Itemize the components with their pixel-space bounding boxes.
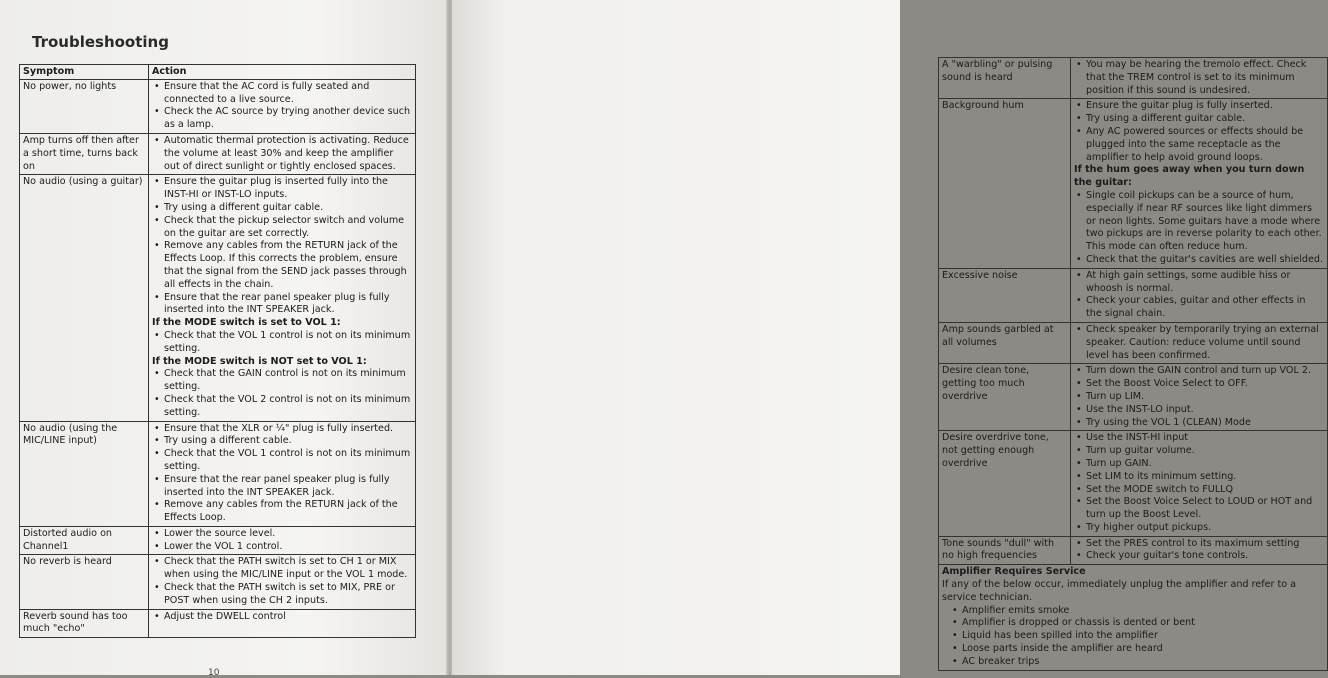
action-item: • Check that the VOL 2 control is not on its minimum setting. <box>164 394 411 420</box>
action-item: • Check that the pickup selector switch and volume on the guitar are set correctly. <box>164 215 411 241</box>
action-item: • Try using a different guitar cable. <box>1086 113 1323 126</box>
action-cell <box>1071 322 1328 363</box>
action-cell <box>149 175 416 421</box>
action-list <box>1074 100 1323 164</box>
action-item: • Ensure that the rear panel speaker plug is fully inserted into the INT SPEAKER jack. <box>164 474 411 500</box>
table-row <box>20 555 416 609</box>
action-cell <box>149 555 416 609</box>
action-item: • Use the INST-LO input. <box>1086 404 1323 417</box>
action-cell <box>1071 536 1328 565</box>
service-item: • Amplifier is dropped or chassis is dented or bent <box>962 617 1323 630</box>
service-row <box>939 565 1328 670</box>
action-item: • Check that the GAIN control is not on its minimum setting. <box>164 368 411 394</box>
action-list <box>1074 365 1323 429</box>
action-cell <box>149 609 416 638</box>
symptom-cell: Desire clean tone, getting too much overdrive <box>939 364 1071 431</box>
table-row <box>939 268 1328 322</box>
action-item: • Ensure that the AC cord is fully seated and connected to a live source. <box>164 81 411 107</box>
action-item: • Single coil pickups can be a source of hum, especially if near RF sources like light dimmers or neon lights. Some guitars have a mode where two pickups are in reverse polarity to each other. This mode can often reduce hum. <box>1086 190 1323 254</box>
action-list <box>152 611 411 624</box>
action-list <box>152 330 411 356</box>
action-list <box>152 556 411 607</box>
action-cell <box>1071 364 1328 431</box>
action-cell <box>1071 58 1328 99</box>
service-item: • AC breaker trips <box>962 656 1323 669</box>
table-row <box>20 609 416 638</box>
action-item: • Turn down the GAIN control and turn up VOL 2. <box>1086 365 1323 378</box>
symptom-cell: No reverb is heard <box>20 555 149 609</box>
action-list <box>152 423 411 525</box>
table-row <box>20 526 416 555</box>
action-item: • Check your cables, guitar and other effects in the signal chain. <box>1086 295 1323 321</box>
action-item: • Remove any cables from the RETURN jack of the Effects Loop. <box>164 499 411 525</box>
action-item: • Check the AC source by trying another device such as a lamp. <box>164 106 411 132</box>
action-item: • Any AC powered sources or effects should be plugged into the same receptacle as the amplifier to help avoid ground loops. <box>1086 126 1323 164</box>
service-list <box>942 605 1323 669</box>
action-item: • Set LIM to its minimum setting. <box>1086 471 1323 484</box>
table-row <box>20 421 416 526</box>
table-row <box>20 79 416 133</box>
symptom-cell: A "warbling" or pulsing sound is heard <box>939 58 1071 99</box>
action-list <box>152 368 411 419</box>
action-item: • Ensure that the rear panel speaker plug is fully inserted into the INT SPEAKER jack. <box>164 292 411 318</box>
table-header-row <box>20 65 416 80</box>
condition-heading: If the MODE switch is NOT set to VOL 1: <box>152 355 367 367</box>
action-item: • Try using the VOL 1 (CLEAN) Mode <box>1086 417 1323 430</box>
action-cell <box>1071 268 1328 322</box>
symptom-cell: Tone sounds "dull" with no high frequencies <box>939 536 1071 565</box>
action-list <box>152 528 411 554</box>
table-row <box>939 58 1328 99</box>
symptom-cell: Amp turns off then after a short time, turns back on <box>20 133 149 174</box>
action-item: • Check that the VOL 1 control is not on its minimum setting. <box>164 330 411 356</box>
action-item: • Set the Boost Voice Select to OFF. <box>1086 378 1323 391</box>
troubleshooting-table-right <box>938 57 1328 671</box>
symptom-cell: Excessive noise <box>939 268 1071 322</box>
table-body-left <box>20 79 416 637</box>
action-list <box>1074 324 1323 362</box>
action-item: • Try using a different cable. <box>164 435 411 448</box>
right-page <box>452 0 1324 675</box>
action-item: • Check that the VOL 1 control is not on its minimum setting. <box>164 448 411 474</box>
table-body-right <box>939 58 1328 565</box>
service-cell <box>939 565 1328 670</box>
condition-heading: If the hum goes away when you turn down the guitar: <box>1074 164 1305 189</box>
troubleshooting-table-left <box>19 64 416 638</box>
action-item: • Use the INST-HI input <box>1086 432 1323 445</box>
symptom-cell: No audio (using a guitar) <box>20 175 149 421</box>
symptom-cell: Background hum <box>939 99 1071 268</box>
action-item: • Ensure that the XLR or ¼" plug is fully inserted. <box>164 423 411 436</box>
page-number: 10 <box>208 668 220 678</box>
action-list <box>152 81 411 132</box>
action-list <box>1074 190 1323 267</box>
action-cell <box>149 421 416 526</box>
action-item: • You may be hearing the tremolo effect. Check that the TREM control is set to its minimum position if this sound is undesired. <box>1086 59 1323 97</box>
action-list <box>152 135 411 173</box>
action-item: • Set the PRES control to its maximum setting <box>1086 538 1323 551</box>
symptom-header: Symptom <box>20 65 149 80</box>
action-cell <box>149 79 416 133</box>
page-title: Troubleshooting <box>32 33 169 51</box>
action-item: • Ensure the guitar plug is fully inserted. <box>1086 100 1323 113</box>
action-item: • Lower the source level. <box>164 528 411 541</box>
action-item: • Check that the guitar's cavities are well shielded. <box>1086 254 1323 267</box>
action-cell <box>1071 431 1328 536</box>
service-intro: If any of the below occur, immediately unplug the amplifier and refer to a service technician. <box>942 579 1297 603</box>
action-cell <box>149 133 416 174</box>
symptom-cell: No power, no lights <box>20 79 149 133</box>
action-list <box>1074 59 1323 97</box>
symptom-cell: Distorted audio on Channel1 <box>20 526 149 555</box>
symptom-cell: No audio (using the MIC/LINE input) <box>20 421 149 526</box>
action-list <box>1074 432 1323 534</box>
action-item: • Automatic thermal protection is activating. Reduce the volume at least 30% and keep the amplifier out of direct sunlight or tightly enclosed spaces. <box>164 135 411 173</box>
action-list <box>1074 270 1323 321</box>
table-row <box>20 133 416 174</box>
action-item: • Remove any cables from the RETURN jack of the Effects Loop. If this corrects the problem, ensure that the signal from the SEND jack passes through all effects in the chain. <box>164 240 411 291</box>
table-row <box>939 536 1328 565</box>
action-item: • Check that the PATH switch is set to MIX, PRE or POST when using the CH 2 inputs. <box>164 582 411 608</box>
action-item: • Turn up LIM. <box>1086 391 1323 404</box>
action-list <box>1074 538 1323 564</box>
action-item: • Check that the PATH switch is set to CH 1 or MIX when using the MIC/LINE input or the VOL 1 mode. <box>164 556 411 582</box>
service-title: Amplifier Requires Service <box>942 566 1086 578</box>
action-list <box>152 176 411 317</box>
symptom-cell: Desire overdrive tone, not getting enough overdrive <box>939 431 1071 536</box>
action-item: • Turn up GAIN. <box>1086 458 1323 471</box>
table-row <box>939 364 1328 431</box>
action-header: Action <box>149 65 416 80</box>
table-row <box>20 175 416 421</box>
action-item: • At high gain settings, some audible hiss or whoosh is normal. <box>1086 270 1323 296</box>
action-item: • Turn up guitar volume. <box>1086 445 1323 458</box>
action-cell <box>149 526 416 555</box>
action-item: • Set the Boost Voice Select to LOUD or HOT and turn up the Boost Level. <box>1086 496 1323 522</box>
symptom-cell: Amp sounds garbled at all volumes <box>939 322 1071 363</box>
action-item: • Check speaker by temporarily trying an external speaker. Caution: reduce volume until sound level has been confirmed. <box>1086 324 1323 362</box>
action-item: • Try using a different guitar cable. <box>164 202 411 215</box>
action-item: • Try higher output pickups. <box>1086 522 1323 535</box>
service-item: • Loose parts inside the amplifier are heard <box>962 643 1323 656</box>
condition-heading: If the MODE switch is set to VOL 1: <box>152 317 341 329</box>
table-row <box>939 431 1328 536</box>
symptom-cell: Reverb sound has too much "echo" <box>20 609 149 638</box>
table-row <box>939 99 1328 268</box>
action-item: • Set the MODE switch to FULLQ <box>1086 484 1323 497</box>
action-item: • Adjust the DWELL control <box>164 611 411 624</box>
service-item: • Liquid has been spilled into the amplifier <box>962 630 1323 643</box>
action-item: • Ensure the guitar plug is inserted fully into the INST-HI or INST-LO inputs. <box>164 176 411 202</box>
action-item: • Check your guitar's tone controls. <box>1086 550 1323 563</box>
left-page <box>0 0 448 678</box>
action-item: • Lower the VOL 1 control. <box>164 541 411 554</box>
table-row <box>939 322 1328 363</box>
service-item: • Amplifier emits smoke <box>962 605 1323 618</box>
action-cell <box>1071 99 1328 268</box>
